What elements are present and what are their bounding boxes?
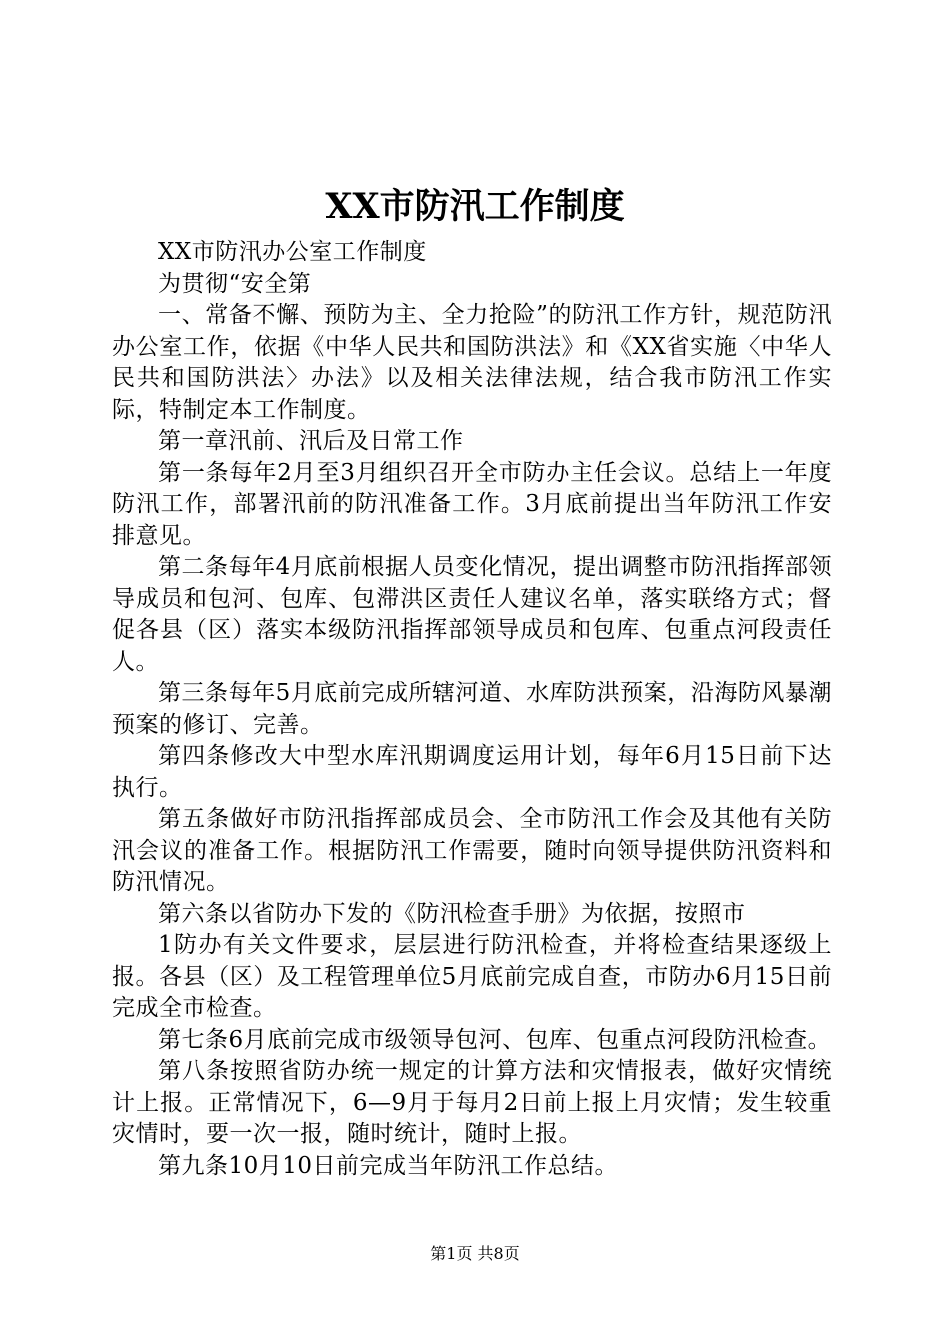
document-title: XX市防汛工作制度: [325, 186, 625, 227]
paragraph-intro: 一、常备不懈、预防为主、全力抢险”的防汛工作方针，规范防汛办公室工作，依据《中华人民共和国防洪法》和《XX省实施〈中华人民共和国防洪法〉办法》以及相关法律法规，结合我市防汛工作实际，特制定本工作制度。: [112, 302, 832, 423]
article-3: 第三条每年5月底前完成所辖河道、水库防洪预案，沿海防风暴潮预案的修订、完善。: [112, 680, 832, 738]
article-9: 第九条10月10日前完成当年防汛工作总结。: [158, 1152, 619, 1179]
paragraph-intro-start: 为贯彻“安全第: [158, 270, 312, 297]
article-5: 第五条做好市防汛指挥部成员会、全市防汛工作会及其他有关防汛会议的准备工作。根据防汛工作需要，随时向领导提供防汛资料和防汛情况。: [112, 806, 832, 895]
article-6: 第六条以省防办下发的《防汛检查手册》为依据，按照市: [158, 900, 746, 927]
article-4: 第四条修改大中型水库汛期调度运用计划，每年6月15日前下达执行。: [112, 743, 832, 801]
chapter-heading: 第一章汛前、汛后及日常工作: [158, 428, 464, 454]
paragraph-office-title: XX市防汛办公室工作制度: [158, 239, 427, 265]
article-1: 第一条每年2月至3月组织召开全市防办主任会议。总结上一年度防汛工作，部署汛前的防汛准备工作。3月底前提出当年防汛工作安排意见。: [112, 459, 832, 549]
page-number-footer: 第1页 共8页: [430, 1244, 520, 1263]
article-7: 第七条6月底前完成市级领导包河、包库、包重点河段防汛检查。: [158, 1026, 832, 1053]
document-body: [112, 237, 832, 1182]
article-8: 第八条按照省防办统一规定的计算方法和灾情报表，做好灾情统计上报。正常情况下，6—9月于每月2日前上报上月灾情；发生较重灾情时，要一次一报，随时统计，随时上报。: [112, 1058, 832, 1147]
article-6-continued: 1防办有关文件要求，层层进行防汛检查，并将检查结果逐级上报。各县（区）及工程管理单位5月底前完成自查，市防办6月15日前完成全市检查。: [112, 932, 832, 1021]
article-2: 第二条每年4月底前根据人员变化情况，提出调整市防汛指挥部领导成员和包河、包库、包滞洪区责任人建议名单，落实联络方式；督促各县（区）落实本级防汛指挥部领导成员和包库、包重点河段责任人。: [112, 554, 832, 675]
